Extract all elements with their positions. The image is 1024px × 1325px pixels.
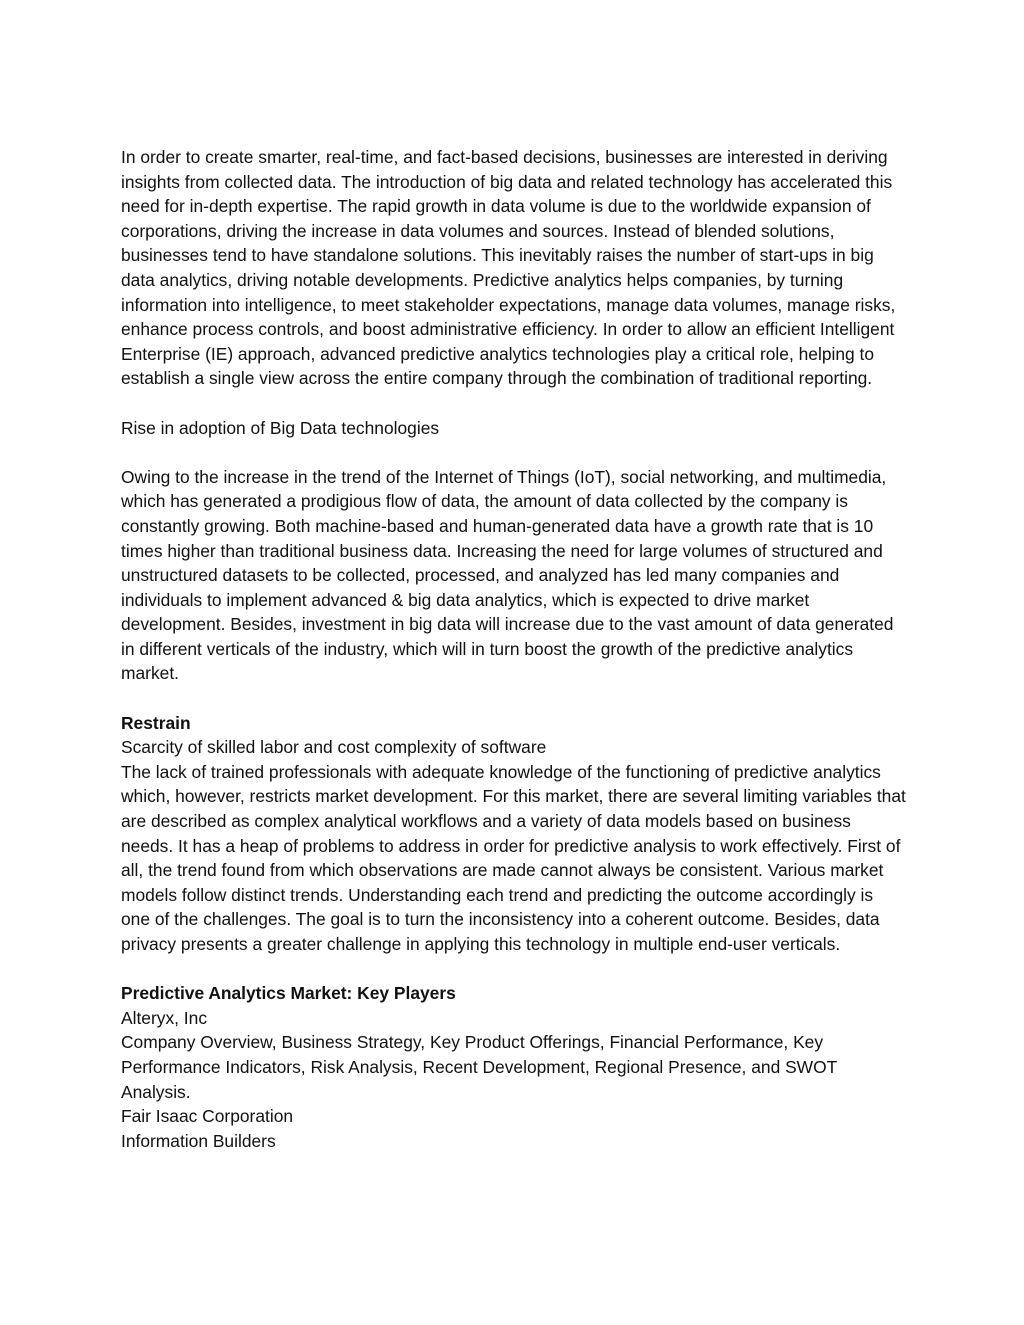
restrain-subheading: Scarcity of skilled labor and cost complexity of software xyxy=(121,737,547,758)
document-page xyxy=(121,145,906,1153)
company-name-fair-isaac: Fair Isaac Corporation xyxy=(121,1106,294,1127)
restrain-heading: Restrain xyxy=(121,712,191,733)
paragraph-spacer xyxy=(121,391,906,416)
paragraph-spacer xyxy=(121,440,906,465)
key-players-heading: Predictive Analytics Market: Key Players xyxy=(121,983,456,1004)
company-details: Company Overview, Business Strategy, Key Product Offerings, Financial Performance, Key Performance Indicators, Risk Analysis, Recent Development, Regional Presence, and SWOT Analysis. xyxy=(121,1032,837,1102)
paragraph-spacer xyxy=(121,686,906,711)
restrain-paragraph: The lack of trained professionals with adequate knowledge of the functioning of predictive analytics which, however, restricts market development. For this market, there are several limiting variables that are described as complex analytical workflows and a variety of data models based on business needs. It has a heap of problems to address in order for predictive analysis to work effectively. First of all, the trend found from which observations are made cannot always be consistent. Various market models follow distinct trends. Understanding each trend and predicting the outcome accordingly is one of the challenges. The goal is to turn the inconsistency into a coherent outcome. Besides, data privacy presents a greater challenge in applying this technology in multiple end-user verticals. xyxy=(121,761,906,954)
driver-paragraph: Owing to the increase in the trend of the Internet of Things (IoT), social networking, and multimedia, which has generated a prodigious flow of data, the amount of data collected by the company is constantly growing. Both machine-based and human-generated data have a growth rate that is 10 times higher than traditional business data. Increasing the need for large volumes of structured and unstructured datasets to be collected, processed, and analyzed has led many companies and individuals to implement advanced & big data analytics, which is expected to drive market development. Besides, investment in big data will increase due to the vast amount of data generated in different verticals of the industry, which will in turn boost the growth of the predictive analytics market. xyxy=(121,466,894,684)
company-name-information-builders: Information Builders xyxy=(121,1130,276,1151)
company-name-alteryx: Alteryx, Inc xyxy=(121,1007,208,1028)
intro-paragraph: In order to create smarter, real-time, and fact-based decisions, businesses are interested in deriving insights from collected data. The introduction of big data and related technology has accelerated this need for in-depth expertise. The rapid growth in data volume is due to the worldwide expansion of corporations, driving the increase in data volumes and sources. Instead of blended solutions, businesses tend to have standalone solutions. This inevitably raises the number of start-ups in big data analytics, driving notable developments. Predictive analytics helps companies, by turning information into intelligence, to meet stakeholder expectations, manage data volumes, manage risks, enhance process controls, and boost administrative efficiency. In order to allow an efficient Intelligent Enterprise (IE) approach, advanced predictive analytics technologies play a critical role, helping to establish a single view across the entire company through the combination of traditional reporting. xyxy=(121,147,896,389)
paragraph-spacer xyxy=(121,957,906,982)
driver-subheading: Rise in adoption of Big Data technologies xyxy=(121,417,440,438)
